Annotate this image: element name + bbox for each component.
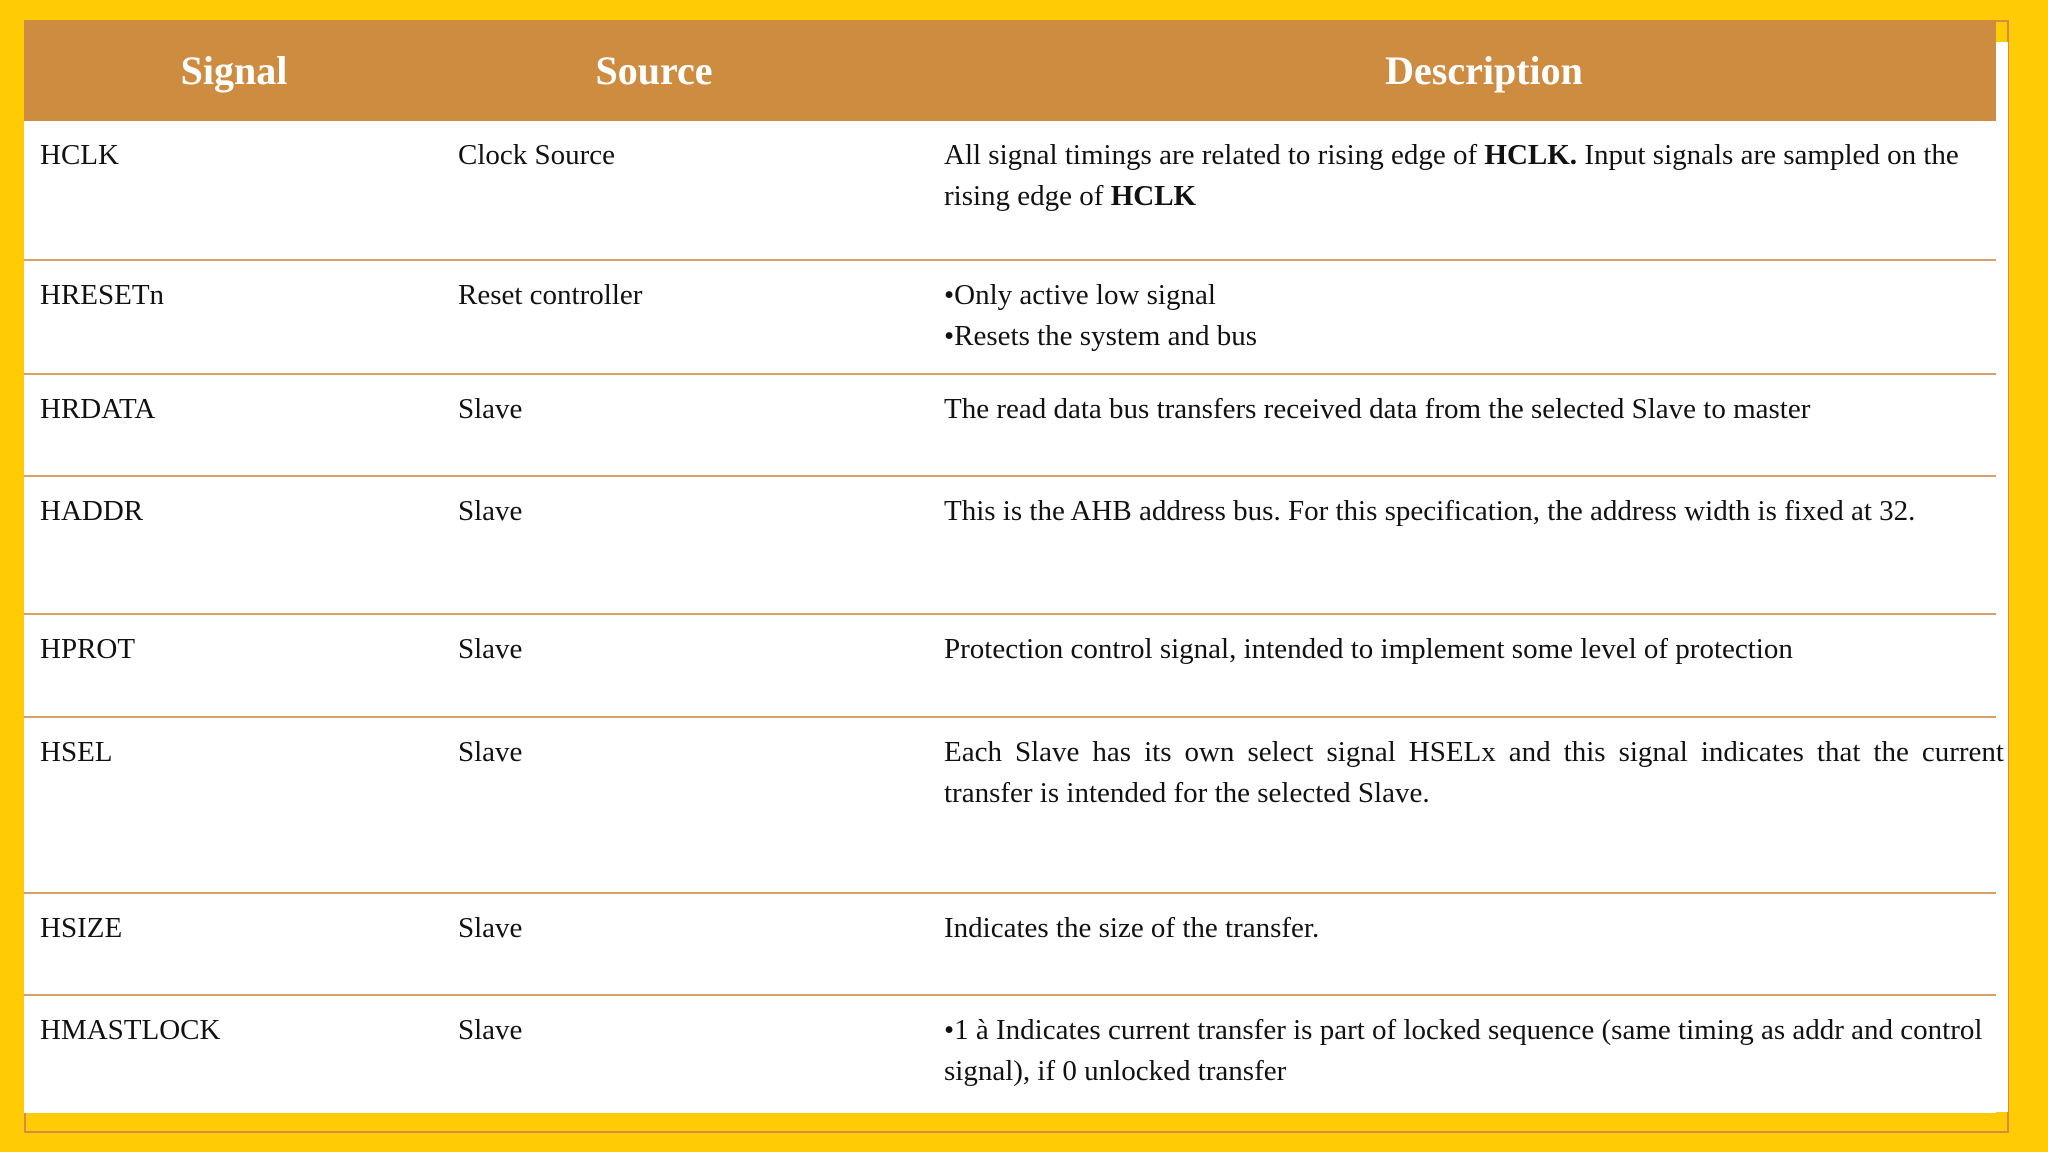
description-bold-text: HCLK xyxy=(1110,180,1197,212)
description-text: All signal timings are related to rising edge of xyxy=(944,139,1485,171)
table-row xyxy=(24,613,1996,716)
source-cell: Clock Source xyxy=(458,139,616,171)
table-row xyxy=(24,475,1996,613)
table-row xyxy=(24,892,1996,994)
signal-cell: HADDR xyxy=(40,495,144,527)
signal-table xyxy=(24,20,2004,1113)
table-row xyxy=(24,994,1996,1113)
table-row xyxy=(24,121,1996,281)
bullet-item: •Only active low signal xyxy=(944,279,1216,311)
source-cell: Slave xyxy=(458,1014,523,1046)
bullet-item: •Resets the system and bus xyxy=(944,320,1258,352)
header-signal: Signal xyxy=(180,48,288,93)
source-cell: Slave xyxy=(458,495,523,527)
table-row xyxy=(24,259,1996,373)
signal-cell: HRESETn xyxy=(40,279,165,311)
source-cell: Slave xyxy=(458,633,523,665)
description-text: Input signals are sampled on the rising edge of xyxy=(944,139,1959,212)
table-row xyxy=(24,373,1996,475)
signal-cell: HSEL xyxy=(40,736,113,768)
description-cell: Protection control signal, intended to implement some level of protection xyxy=(944,633,1793,665)
description-cell: Indicates the size of the transfer. xyxy=(944,912,1320,944)
signal-cell: HPROT xyxy=(40,633,136,665)
signal-cell: HMASTLOCK xyxy=(40,1014,221,1046)
signal-cell: HSIZE xyxy=(40,912,123,944)
signal-cell: HRDATA xyxy=(40,393,156,425)
description-cell: The read data bus transfers received data from the selected Slave to master xyxy=(944,393,1811,425)
header-description: Description xyxy=(1385,48,1583,93)
description-cell: •1 à Indicates current transfer is part of locked sequence (same timing as addr and control signal), if 0 unlocked transfer xyxy=(944,1014,1983,1087)
source-cell: Reset controller xyxy=(458,279,643,311)
source-cell: Slave xyxy=(458,736,523,768)
description-cell: This is the AHB address bus. For this specification, the address width is fixed at 32. xyxy=(944,495,1916,527)
header-source: Source xyxy=(595,48,713,93)
signal-cell: HCLK xyxy=(40,139,119,171)
source-cell: Slave xyxy=(458,393,523,425)
table-header xyxy=(24,20,1996,121)
description-cell: Each Slave has its own select signal HSELx and this signal indicates that the current transfer is intended for the selected Slave. xyxy=(944,736,2004,809)
source-cell: Slave xyxy=(458,912,523,944)
table-row xyxy=(24,716,2004,892)
description-bold-text: HCLK. xyxy=(1484,139,1578,171)
description-cell xyxy=(944,275,2004,357)
description-cell xyxy=(944,135,2004,217)
